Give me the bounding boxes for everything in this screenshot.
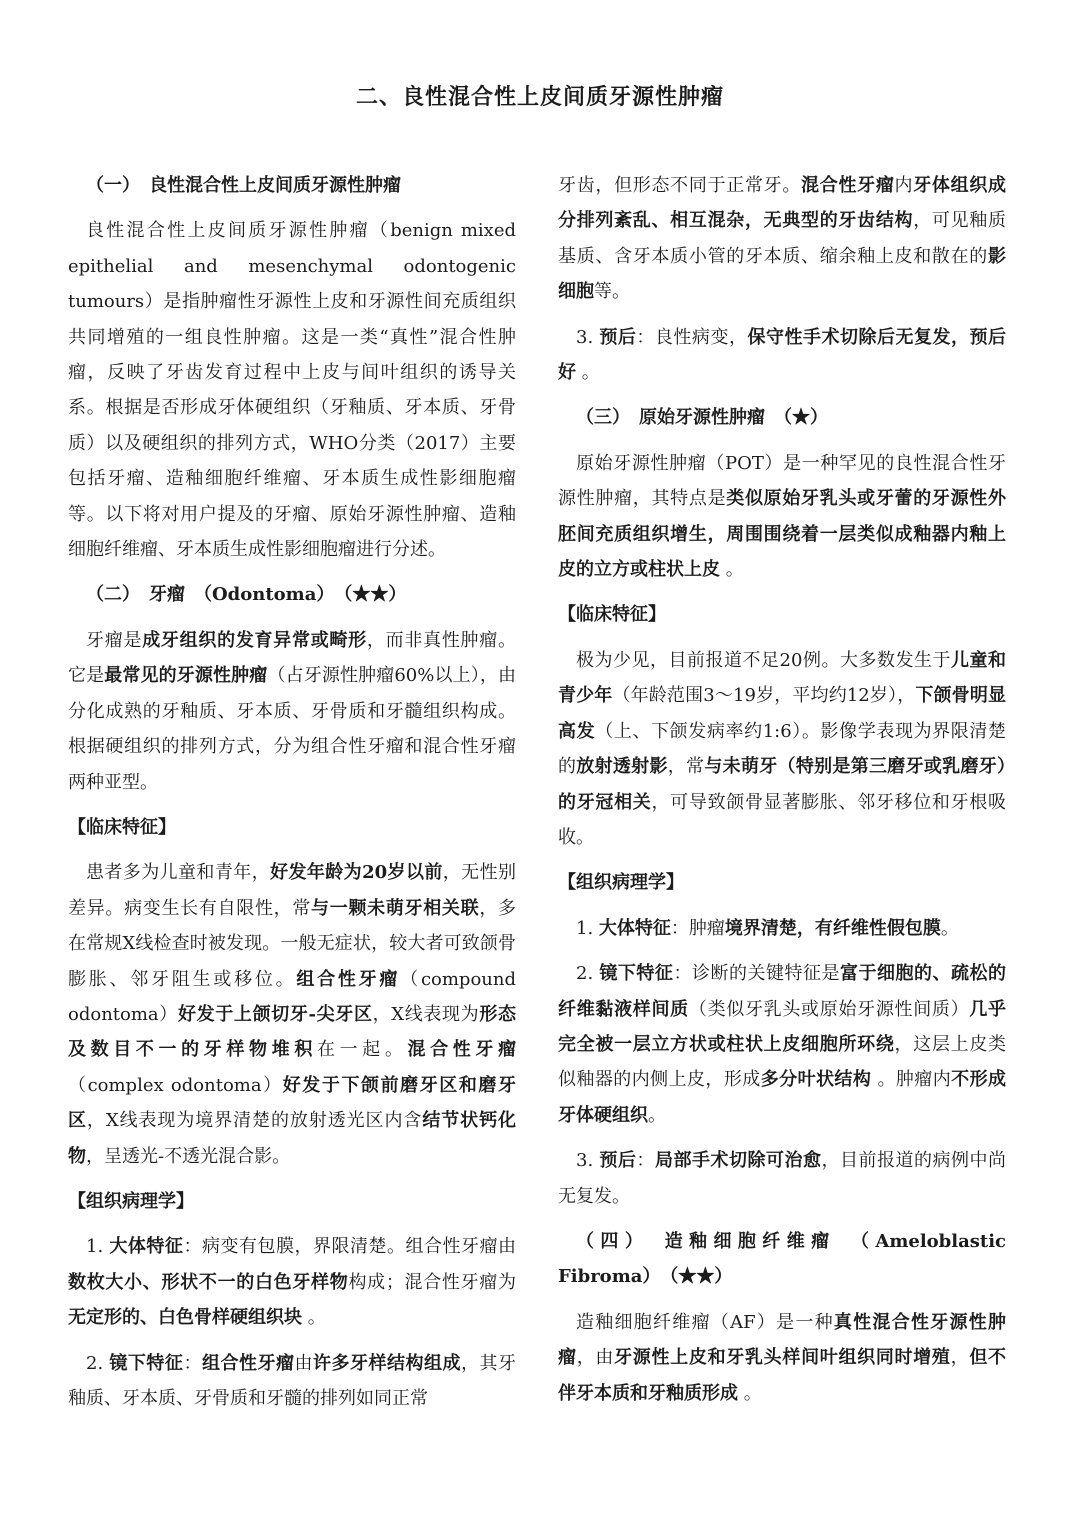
clinical-paragraph-right: 极为少见，目前报道不足20例。大多数发生于儿童和青少年（年龄范围3～19岁，平均约12岁），下颌骨明显高发（上、下颌发病率约1:6）。影像学表现为界限清楚的放射透射影，常与未萌牙（特别是第三磨牙或乳磨牙）的牙冠相关，可导致颌骨显著膨胀、邻牙移位和牙根吸收。	[558, 649, 1007, 848]
odontoma-paragraph: 牙瘤是成牙组织的发育异常或畸形，而非真性肿瘤。它是最常见的牙源性肿瘤（占牙源性肿瘤60%以上），由分化成熟的牙釉质、牙本质、牙骨质和牙髓组织构成。根据硬组织的排列方式，分为组合性牙瘤和混合性牙瘤两种亚型。	[68, 629, 517, 793]
histopathology-heading-right: 【组织病理学】	[558, 872, 684, 894]
clinical-heading: 【临床特征】	[68, 816, 176, 838]
gross-features-paragraph-right: 1. 大体特征：肿瘤境界清楚，有纤维性假包膜。	[576, 917, 959, 939]
pot-paragraph: 原始牙源性肿瘤（POT）是一种罕见的良性混合性牙源性肿瘤，其特点是类似原始牙乳头或牙蕾的牙源性外胚间充质组织增生，周围围绕着一层类似成釉器内釉上皮的立方或柱状上皮 。	[558, 452, 1007, 581]
section-heading-4: （四） 造釉细胞纤维瘤 （Ameloblastic Fibroma） （★★）	[558, 1230, 1006, 1288]
intro-paragraph: 良性混合性上皮间质牙源性肿瘤（benign mixed epithelial and mesenchymal odontogenic tumours）是指肿瘤性牙源性上皮和牙源性间充质组织共同增殖的一组良性肿瘤。这是一类“真性”混合性肿瘤，反映了牙齿发育过程中上皮与间叶组织的诱导关系。根据是否形成牙体硬组织（牙釉质、牙本质、牙骨质）以及硬组织的排列方式，WHO分类（2017）主要包括牙瘤、造釉细胞纤维瘤、牙本质生成性影细胞瘤等。以下将对用户提及的牙瘤、原始牙源性肿瘤、造釉细胞纤维瘤、牙本质生成性影细胞瘤进行分述。	[68, 220, 516, 561]
section-heading-1: （一） 良性混合性上皮间质牙源性肿瘤	[86, 175, 401, 196]
page-title: 二、良性混合性上皮间质牙源性肿瘤	[355, 84, 724, 110]
prognosis-paragraph-1: 3. 预后：良性病变，保守性手术切除后无复发，预后好 。	[558, 326, 1007, 384]
prognosis-paragraph-2: 3. 预后：局部手术切除可治愈，目前报道的病例中尚无复发。	[558, 1150, 1007, 1207]
clinical-paragraph: 患者多为儿童和青年，好发年龄为20岁以前，无性别差异。病变生长有自限性，常与一颗未萌牙相关联，多在常规X线检查时被发现。一般无症状，较大者可致颌骨膨胀、邻牙阻生或移位。组合性牙瘤（compound odontoma）好发于上颌切牙-尖牙区，X线表现为形态及数目不一的牙样物堆积在一起。混合性牙瘤（complex odontoma）好发于下颌前磨牙区和磨牙区，X线表现为境界清楚的放射透光区内含结节状钙化物，呈透光-不透光混合影。	[68, 862, 517, 1167]
section-heading-3: （三） 原始牙源性肿瘤 （★）	[576, 407, 828, 429]
microscopic-features-paragraph: 2. 镜下特征：组合性牙瘤由许多牙样结构组成，其牙釉质、牙本质、牙骨质和牙髓的排列如同正常	[68, 1352, 517, 1409]
microscopic-features-paragraph-right: 2. 镜下特征：诊断的关键特征是富于细胞的、疏松的纤维黏液样间质（类似牙乳头或原始牙源性间质）几乎完全被一层立方状或柱状上皮细胞所环绕，这层上皮类似釉器的内侧上皮，形成多分叶状结构 。肿瘤内不形成牙体硬组织。	[558, 963, 1007, 1126]
histopathology-heading: 【组织病理学】	[68, 1190, 194, 1212]
section-heading-2: （二） 牙瘤 （Odontoma） （★★）	[86, 584, 407, 606]
continued-paragraph: 牙齿，但形态不同于正常牙。混合性牙瘤内牙体组织成分排列紊乱、相互混杂，无典型的牙齿结构，可见釉质基质、含牙本质小管的牙本质、缩余釉上皮和散在的影细胞等。	[558, 175, 1007, 303]
gross-features-paragraph: 1. 大体特征：病变有包膜，界限清楚。组合性牙瘤由数枚大小、形状不一的白色牙样物构成；混合性牙瘤为无定形的、白色骨样硬组织块 。	[68, 1236, 517, 1329]
af-paragraph: 造釉细胞纤维瘤（AF）是一种真性混合性牙源性肿瘤，由牙源性上皮和牙乳头样间叶组织同时增殖，但不伴牙本质和牙釉质形成 。	[558, 1311, 1007, 1404]
left-column	[68, 168, 516, 1416]
clinical-heading-right: 【临床特征】	[558, 604, 666, 626]
right-column	[558, 168, 1006, 1411]
